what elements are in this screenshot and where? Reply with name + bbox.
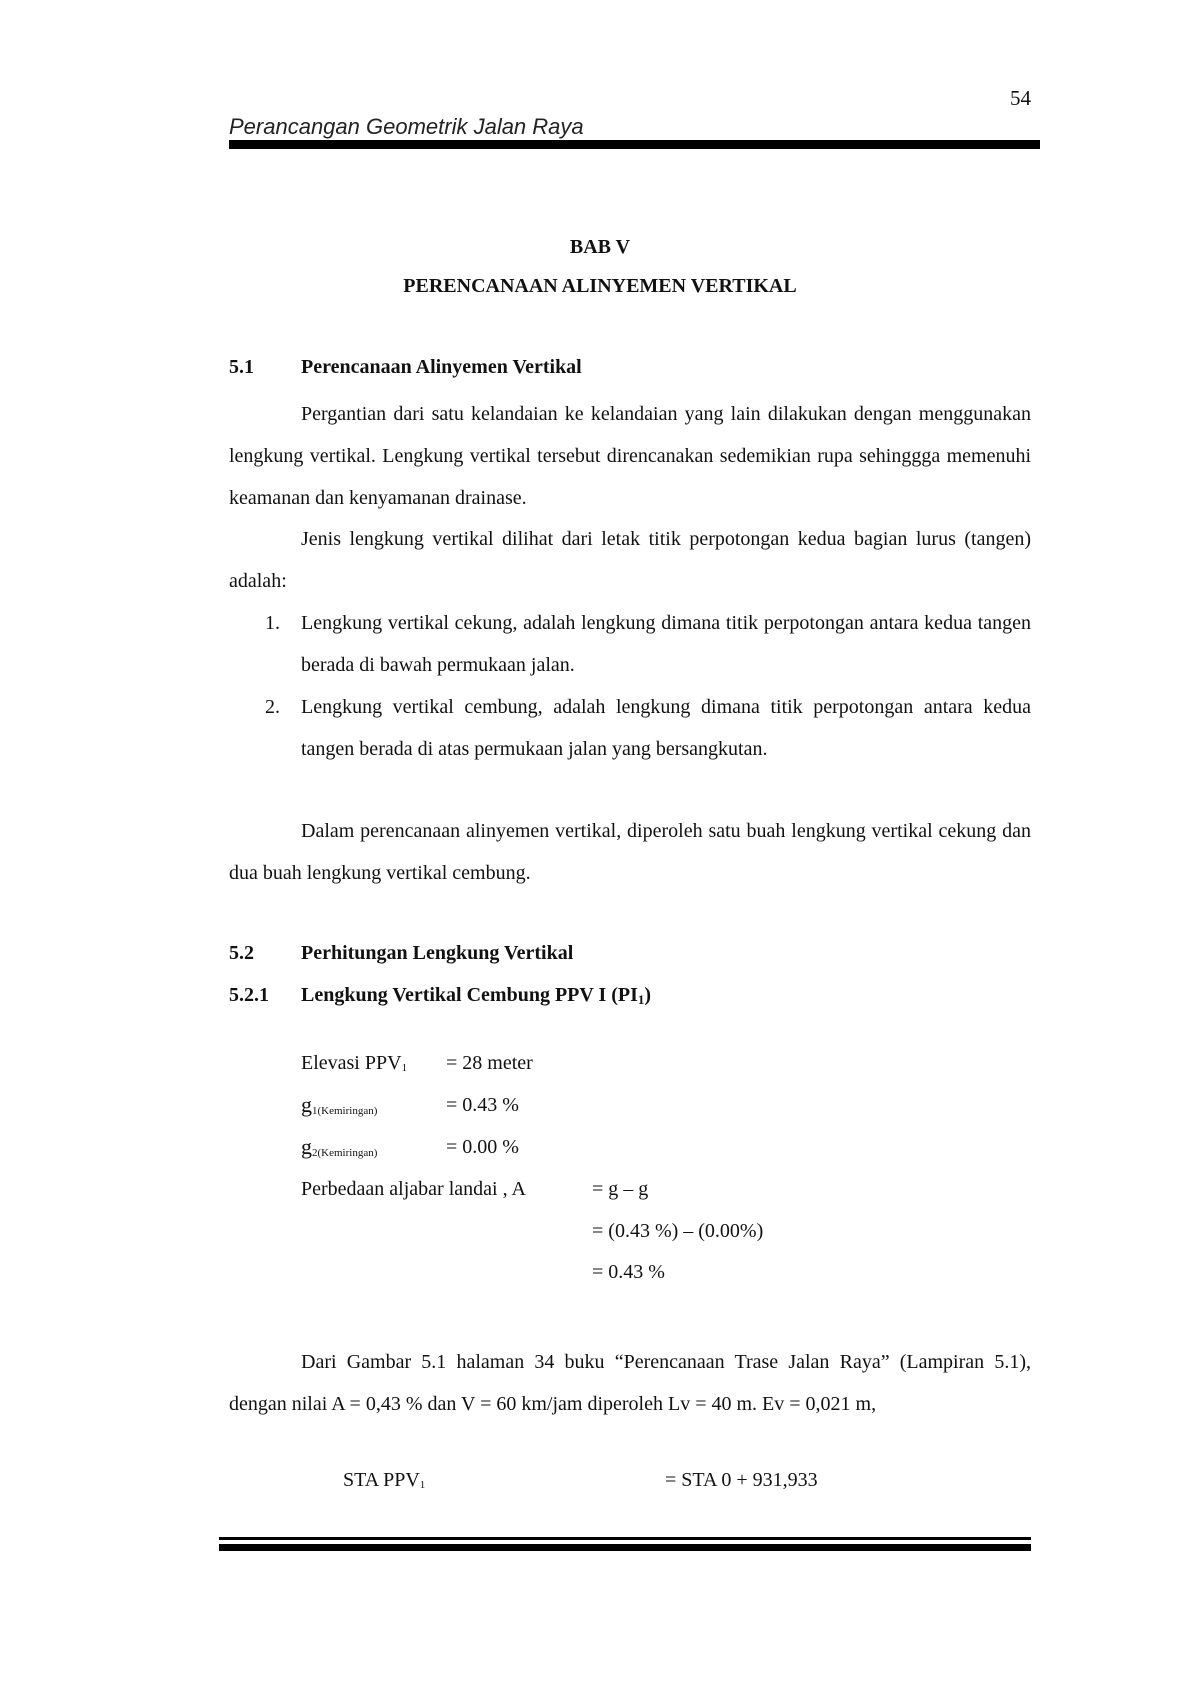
section-title: Perencanaan Alinyemen Vertikal [301,356,582,378]
section-number: 5.2.1 [229,984,269,1006]
elevasi-label-sub: 1 [401,1062,408,1074]
g1-label [301,1092,377,1118]
sta-ppv-label-text: STA PPV [343,1469,420,1491]
header-rule [229,140,1040,149]
paragraph-dalam-perencanaan: Dalam perencanaan alinyemen vertikal, diperoleh satu buah lengkung vertikal cekung dan dua buah lengkung vertikal cembung. [229,820,1031,884]
section-number: 5.2 [229,942,254,964]
g2-letter: g [301,1134,312,1159]
paragraph-jenis-lengkung: Jenis lengkung vertikal dilihat dari letak titik perpotongan kedua bagian lurus (tangen) adalah: [229,528,1031,592]
section-title: Perhitungan Lengkung Vertikal [301,942,574,964]
section-heading-5-2 [229,942,573,965]
list-item-text: Lengkung vertikal cekung, adalah lengkung dimana titik perpotongan antara kedua tangen berada di bawah permukaan jalan. [301,612,1031,676]
g1-value: = 0.43 % [446,1094,519,1116]
section-number: 5.1 [229,356,254,378]
running-header-title: Perancangan Geometrik Jalan Raya [229,114,584,139]
aljabar-value-1: = g – g [592,1178,649,1200]
aljabar-value-3: = 0.43 % [592,1261,665,1283]
sta-ppv-label [343,1469,425,1492]
paragraph-dari-gambar: Dari Gambar 5.1 halaman 34 buku “Perencanaan Trase Jalan Raya” (Lampiran 5.1), dengan nilai A = 0,43 % dan V = 60 km/jam diperoleh Lv = 40 m. Ev = 0,021 m, [229,1351,1031,1415]
section-title-end: ) [644,984,652,1006]
aljabar-label: Perbedaan aljabar landai , A [301,1178,526,1200]
footer-rule-thin [219,1537,1031,1540]
lengkung-type-list [229,602,1031,770]
section-title-subscript: 1 [637,992,645,1007]
list-item-text: Lengkung vertikal cembung, adalah lengkung dimana titik perpotongan antara kedua tangen berada di atas permukaan jalan yang bersangkutan. [301,696,1031,760]
elevasi-label-text: Elevasi PPV [301,1052,402,1074]
g2-label [301,1134,377,1160]
list-item [229,686,1031,770]
g2-subscript: 2(Kemiringan) [312,1147,378,1159]
elevasi-label [301,1052,407,1075]
sta-ppv-label-sub: 1 [419,1479,426,1491]
page-number: 54 [1010,86,1031,110]
list-marker: 2. [265,696,280,718]
section-heading-5-1 [229,356,582,379]
paragraph-pergantian: Pergantian dari satu kelandaian ke kelandaian yang lain dilakukan dengan menggunakan lengkung vertikal. Lengkung vertikal tersebut direncanakan sedemikian rupa sehinggga memenuhi keamanan dan kenyamanan drainase. [229,403,1031,509]
elevasi-value: = 28 meter [446,1052,533,1074]
list-marker: 1. [265,612,280,634]
g1-letter: g [301,1092,312,1117]
chapter-number: BAB V [569,236,631,258]
section-title: Lengkung Vertikal Cembung PPV I (PI [301,984,638,1006]
g1-subscript: 1(Kemiringan) [312,1105,378,1117]
aljabar-value-2: = (0.43 %) – (0.00%) [592,1220,764,1242]
section-heading-5-2-1 [229,984,651,1008]
sta-ppv-value: = STA 0 + 931,933 [665,1469,818,1491]
footer-rule-thick [219,1544,1031,1551]
g2-value: = 0.00 % [446,1136,519,1158]
list-item [229,602,1031,686]
chapter-title: PERENCANAAN ALINYEMEN VERTIKAL [403,275,797,297]
